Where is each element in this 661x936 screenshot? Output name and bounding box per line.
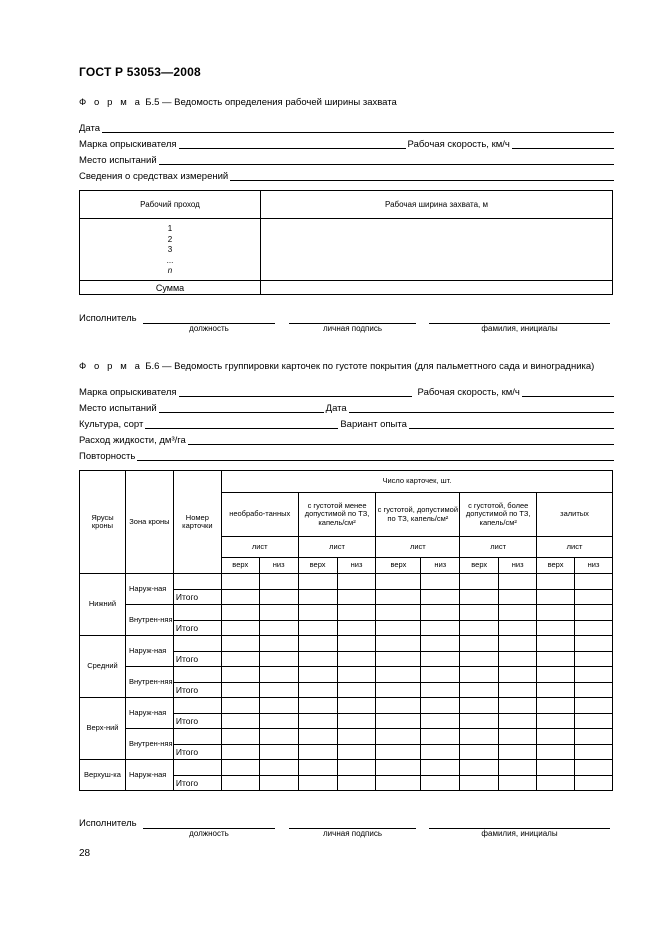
- count-cell[interactable]: [298, 682, 337, 698]
- repeat-line[interactable]: [137, 451, 614, 461]
- count-cell[interactable]: [298, 760, 337, 776]
- count-cell[interactable]: [537, 636, 575, 652]
- count-cell[interactable]: [421, 760, 460, 776]
- count-cell[interactable]: [499, 760, 537, 776]
- count-cell[interactable]: [221, 589, 259, 605]
- count-cell[interactable]: [221, 574, 259, 590]
- col-pass-header: Рабочий проход: [80, 191, 261, 219]
- count-cell[interactable]: [376, 667, 421, 683]
- count-cell[interactable]: [421, 729, 460, 745]
- count-cell[interactable]: [460, 760, 499, 776]
- leaf-label: лист: [460, 537, 537, 558]
- count-cell[interactable]: [337, 651, 376, 667]
- group-untreated: необрабо-танных: [221, 493, 298, 537]
- form6-caption-position: должность: [189, 829, 229, 838]
- count-cell[interactable]: [537, 682, 575, 698]
- count-cell[interactable]: [460, 682, 499, 698]
- count-cell[interactable]: [575, 589, 613, 605]
- count-cell[interactable]: [337, 667, 376, 683]
- card-number-cell[interactable]: [173, 574, 221, 590]
- count-cell[interactable]: [575, 620, 613, 636]
- count-cell[interactable]: [221, 667, 259, 683]
- count-cell[interactable]: [221, 729, 259, 745]
- card-number-cell[interactable]: [173, 729, 221, 745]
- form5-caption-name: фамилия, инициалы: [481, 324, 558, 333]
- col-tiers-header: Ярусы кроны: [80, 471, 126, 574]
- tier-name: Верх-ний: [80, 698, 126, 760]
- count-cell[interactable]: [259, 574, 298, 590]
- count-cell[interactable]: [460, 775, 499, 791]
- form6-liquid-field: Расход жидкости, дм³/га: [79, 434, 614, 446]
- count-cell[interactable]: [376, 574, 421, 590]
- count-cell[interactable]: [298, 574, 337, 590]
- total-label[interactable]: Итого: [173, 744, 221, 760]
- count-cell[interactable]: [537, 620, 575, 636]
- date-line[interactable]: [102, 123, 614, 133]
- count-cell[interactable]: [221, 651, 259, 667]
- count-cell[interactable]: [421, 744, 460, 760]
- count-cell[interactable]: [298, 775, 337, 791]
- count-cell[interactable]: [298, 698, 337, 714]
- liquid-line[interactable]: [188, 435, 614, 445]
- table-row: [80, 729, 613, 745]
- place-line-6[interactable]: [159, 403, 324, 413]
- count-cell[interactable]: [259, 620, 298, 636]
- table-row: [80, 760, 613, 776]
- zone-name: Наруж-ная: [125, 698, 173, 729]
- zone-name: Наруж-ная: [125, 636, 173, 667]
- count-cell[interactable]: [421, 605, 460, 621]
- count-cell[interactable]: [537, 744, 575, 760]
- sprayer-line-6[interactable]: [179, 387, 412, 397]
- count-cell[interactable]: [337, 744, 376, 760]
- count-cell[interactable]: [298, 620, 337, 636]
- count-cell[interactable]: [221, 682, 259, 698]
- count-cell[interactable]: [460, 620, 499, 636]
- zone-name: Внутрен-няя: [125, 667, 173, 698]
- count-cell[interactable]: [421, 620, 460, 636]
- count-cell[interactable]: [499, 744, 537, 760]
- width-values-cell[interactable]: [261, 219, 613, 281]
- sum-label: Сумма: [80, 281, 261, 295]
- bottom-label: низ: [337, 558, 376, 574]
- count-cell[interactable]: [421, 651, 460, 667]
- zone-name: Наруж-ная: [125, 574, 173, 605]
- count-cell[interactable]: [421, 589, 460, 605]
- count-cell[interactable]: [259, 698, 298, 714]
- count-cell[interactable]: [460, 667, 499, 683]
- count-cell[interactable]: [337, 605, 376, 621]
- total-label[interactable]: Итого: [173, 589, 221, 605]
- count-cell[interactable]: [460, 698, 499, 714]
- count-cell[interactable]: [376, 605, 421, 621]
- tier-name: Верхуш-ка: [80, 760, 126, 791]
- count-cell[interactable]: [460, 605, 499, 621]
- count-cell[interactable]: [298, 729, 337, 745]
- count-cell[interactable]: [376, 636, 421, 652]
- form6-repeat-field: Повторность: [79, 450, 614, 462]
- count-cell[interactable]: [499, 620, 537, 636]
- count-cell[interactable]: [421, 574, 460, 590]
- count-cell[interactable]: [499, 651, 537, 667]
- count-cell[interactable]: [259, 760, 298, 776]
- count-cell[interactable]: [298, 667, 337, 683]
- table-row: [80, 636, 613, 652]
- form5-sprayer-field: Марка опрыскивателя Рабочая скорость, км/ч: [79, 138, 614, 150]
- tier-rows: [80, 574, 613, 791]
- count-cell[interactable]: [337, 698, 376, 714]
- place-line[interactable]: [159, 155, 614, 165]
- bottom-label: низ: [259, 558, 298, 574]
- count-cell[interactable]: [421, 667, 460, 683]
- form5-caption-signature: личная подпись: [323, 324, 382, 333]
- count-cell[interactable]: [376, 744, 421, 760]
- total-label[interactable]: Итого: [173, 620, 221, 636]
- count-cell[interactable]: [221, 760, 259, 776]
- count-cell[interactable]: [421, 636, 460, 652]
- count-cell[interactable]: [575, 744, 613, 760]
- form6-caption-signature: личная подпись: [323, 829, 382, 838]
- total-label[interactable]: Итого: [173, 682, 221, 698]
- count-cell[interactable]: [575, 775, 613, 791]
- col-card-header: Номер карточки: [173, 471, 221, 574]
- count-cell[interactable]: [221, 698, 259, 714]
- count-cell[interactable]: [421, 713, 460, 729]
- form6-title: [79, 361, 594, 372]
- card-number-cell[interactable]: [173, 636, 221, 652]
- form5-date-field: Дата: [79, 122, 614, 134]
- sprayer-line[interactable]: [179, 139, 406, 149]
- group-above: с густотой, более допустимой по ТЗ, капель/см²: [460, 493, 537, 537]
- count-cell[interactable]: [298, 636, 337, 652]
- count-cell[interactable]: [537, 698, 575, 714]
- bottom-label: низ: [499, 558, 537, 574]
- card-number-cell[interactable]: [173, 605, 221, 621]
- instruments-line[interactable]: [230, 171, 614, 181]
- top-label: верх: [537, 558, 575, 574]
- count-cell[interactable]: [499, 682, 537, 698]
- count-cell[interactable]: [499, 574, 537, 590]
- form5-signature-label: Исполнитель: [79, 313, 137, 324]
- culture-line[interactable]: [145, 419, 338, 429]
- count-cell[interactable]: [376, 698, 421, 714]
- count-cell[interactable]: [376, 589, 421, 605]
- pass-list: 1 2 3 ... n: [80, 219, 261, 281]
- count-cell[interactable]: [499, 729, 537, 745]
- count-cell[interactable]: [575, 729, 613, 745]
- col-width-header: Рабочая ширина захвата, м: [261, 191, 613, 219]
- bottom-label: низ: [575, 558, 613, 574]
- count-cell[interactable]: [575, 760, 613, 776]
- zone-name: Наруж-ная: [125, 760, 173, 791]
- speed-line[interactable]: [512, 139, 614, 149]
- count-cell[interactable]: [376, 760, 421, 776]
- group-below: с густотой менее допустимой по ТЗ, капель/см²: [298, 493, 376, 537]
- count-cell[interactable]: [537, 713, 575, 729]
- leaf-label: лист: [298, 537, 376, 558]
- count-cell[interactable]: [537, 760, 575, 776]
- count-cell[interactable]: [376, 775, 421, 791]
- leaf-label: лист: [221, 537, 298, 558]
- count-cell[interactable]: [337, 682, 376, 698]
- count-cell[interactable]: [259, 651, 298, 667]
- count-cell[interactable]: [337, 775, 376, 791]
- count-cell[interactable]: [376, 682, 421, 698]
- top-label: верх: [298, 558, 337, 574]
- count-cell[interactable]: [221, 775, 259, 791]
- count-cell[interactable]: [421, 682, 460, 698]
- page-number: 28: [79, 848, 91, 859]
- tier-name: Нижний: [80, 574, 126, 636]
- count-cell[interactable]: [575, 651, 613, 667]
- count-cell[interactable]: [221, 605, 259, 621]
- col-zone-header: Зона кроны: [125, 471, 173, 574]
- count-cell[interactable]: [537, 729, 575, 745]
- group-allowed: с густотой, допустимой по ТЗ, капель/см²: [376, 493, 460, 537]
- count-cell[interactable]: [337, 713, 376, 729]
- count-cell[interactable]: [537, 605, 575, 621]
- count-cell[interactable]: [460, 574, 499, 590]
- count-cell[interactable]: [259, 713, 298, 729]
- count-cell[interactable]: [421, 775, 460, 791]
- leaf-label: лист: [376, 537, 460, 558]
- count-cell[interactable]: [499, 667, 537, 683]
- variant-line[interactable]: [409, 419, 614, 429]
- form5-prefix: Ф о р м а: [79, 97, 143, 108]
- count-cell[interactable]: [421, 698, 460, 714]
- count-cell[interactable]: [499, 589, 537, 605]
- count-cell[interactable]: [460, 589, 499, 605]
- form5-title-text: Б.5 — Ведомость определения рабочей ширины захвата: [145, 97, 397, 108]
- count-cell[interactable]: [460, 744, 499, 760]
- count-cell[interactable]: [259, 589, 298, 605]
- speed-line-6[interactable]: [522, 387, 614, 397]
- table-row: [80, 574, 613, 590]
- form5-instruments-field: Сведения о средствах измерений: [79, 170, 614, 182]
- count-cell[interactable]: [499, 636, 537, 652]
- count-cell[interactable]: [337, 589, 376, 605]
- table-row: [80, 605, 613, 621]
- form5-table: [79, 190, 613, 295]
- count-cell[interactable]: [221, 713, 259, 729]
- count-cell[interactable]: [298, 651, 337, 667]
- zone-name: Внутрен-няя: [125, 605, 173, 636]
- count-cell[interactable]: [337, 574, 376, 590]
- count-cell[interactable]: [575, 605, 613, 621]
- count-cell[interactable]: [575, 636, 613, 652]
- count-cell[interactable]: [575, 698, 613, 714]
- count-cell[interactable]: [259, 775, 298, 791]
- form6-title-text: Б.6 — Ведомость группировки карточек по густоте покрытия (для пальметтного сада и виноградника): [145, 361, 595, 372]
- form6-signature-label: Исполнитель: [79, 818, 137, 829]
- card-number-cell[interactable]: [173, 667, 221, 683]
- form6-place-field: Место испытаний Дата: [79, 402, 614, 414]
- count-cell[interactable]: [259, 667, 298, 683]
- count-cell[interactable]: [337, 620, 376, 636]
- leaf-label: лист: [537, 537, 613, 558]
- count-cell[interactable]: [499, 605, 537, 621]
- count-cell[interactable]: [575, 713, 613, 729]
- zone-name: Внутрен-няя: [125, 729, 173, 760]
- count-cell[interactable]: [259, 744, 298, 760]
- table-row: [80, 667, 613, 683]
- top-label: верх: [460, 558, 499, 574]
- form6-caption-name: фамилия, инициалы: [481, 829, 558, 838]
- form6-table: [79, 470, 613, 791]
- count-cell[interactable]: [575, 682, 613, 698]
- form6-prefix: Ф о р м а: [79, 361, 143, 372]
- tier-name: Средний: [80, 636, 126, 698]
- top-label: верх: [221, 558, 259, 574]
- sum-value-cell[interactable]: [261, 281, 613, 295]
- count-cell[interactable]: [298, 589, 337, 605]
- group-header: Число карточек, шт.: [221, 471, 612, 493]
- count-cell[interactable]: [259, 605, 298, 621]
- count-cell[interactable]: [221, 636, 259, 652]
- count-cell[interactable]: [259, 729, 298, 745]
- count-cell[interactable]: [376, 651, 421, 667]
- card-number-cell[interactable]: [173, 760, 221, 776]
- card-number-cell[interactable]: [173, 698, 221, 714]
- count-cell[interactable]: [259, 682, 298, 698]
- count-cell[interactable]: [337, 760, 376, 776]
- top-label: верх: [376, 558, 421, 574]
- count-cell[interactable]: [575, 574, 613, 590]
- count-cell[interactable]: [499, 775, 537, 791]
- count-cell[interactable]: [460, 729, 499, 745]
- table-row: [80, 698, 613, 714]
- count-cell[interactable]: [460, 651, 499, 667]
- form5-title: [79, 97, 397, 108]
- count-cell[interactable]: [376, 729, 421, 745]
- total-label[interactable]: Итого: [173, 775, 221, 791]
- count-cell[interactable]: [376, 713, 421, 729]
- count-cell[interactable]: [259, 636, 298, 652]
- form5-place-field: Место испытаний: [79, 154, 614, 166]
- count-cell[interactable]: [298, 744, 337, 760]
- count-cell[interactable]: [499, 698, 537, 714]
- count-cell[interactable]: [537, 589, 575, 605]
- total-label[interactable]: Итого: [173, 713, 221, 729]
- count-cell[interactable]: [298, 605, 337, 621]
- count-cell[interactable]: [337, 729, 376, 745]
- count-cell[interactable]: [221, 620, 259, 636]
- count-cell[interactable]: [537, 574, 575, 590]
- bottom-label: низ: [421, 558, 460, 574]
- count-cell[interactable]: [460, 636, 499, 652]
- count-cell[interactable]: [337, 636, 376, 652]
- count-cell[interactable]: [376, 620, 421, 636]
- form6-culture-field: Культура, сорт Вариант опыта: [79, 418, 614, 430]
- count-cell[interactable]: [499, 713, 537, 729]
- count-cell[interactable]: [537, 667, 575, 683]
- document-header: ГОСТ Р 53053—2008: [79, 65, 201, 79]
- form6-sprayer-field: Марка опрыскивателя Рабочая скорость, км/ч: [79, 386, 614, 398]
- group-flooded: залитых: [537, 493, 613, 537]
- date-line-6[interactable]: [349, 403, 614, 413]
- count-cell[interactable]: [298, 713, 337, 729]
- count-cell[interactable]: [460, 713, 499, 729]
- count-cell[interactable]: [221, 744, 259, 760]
- total-label[interactable]: Итого: [173, 651, 221, 667]
- count-cell[interactable]: [575, 667, 613, 683]
- count-cell[interactable]: [537, 775, 575, 791]
- form5-caption-position: должность: [189, 324, 229, 333]
- count-cell[interactable]: [537, 651, 575, 667]
